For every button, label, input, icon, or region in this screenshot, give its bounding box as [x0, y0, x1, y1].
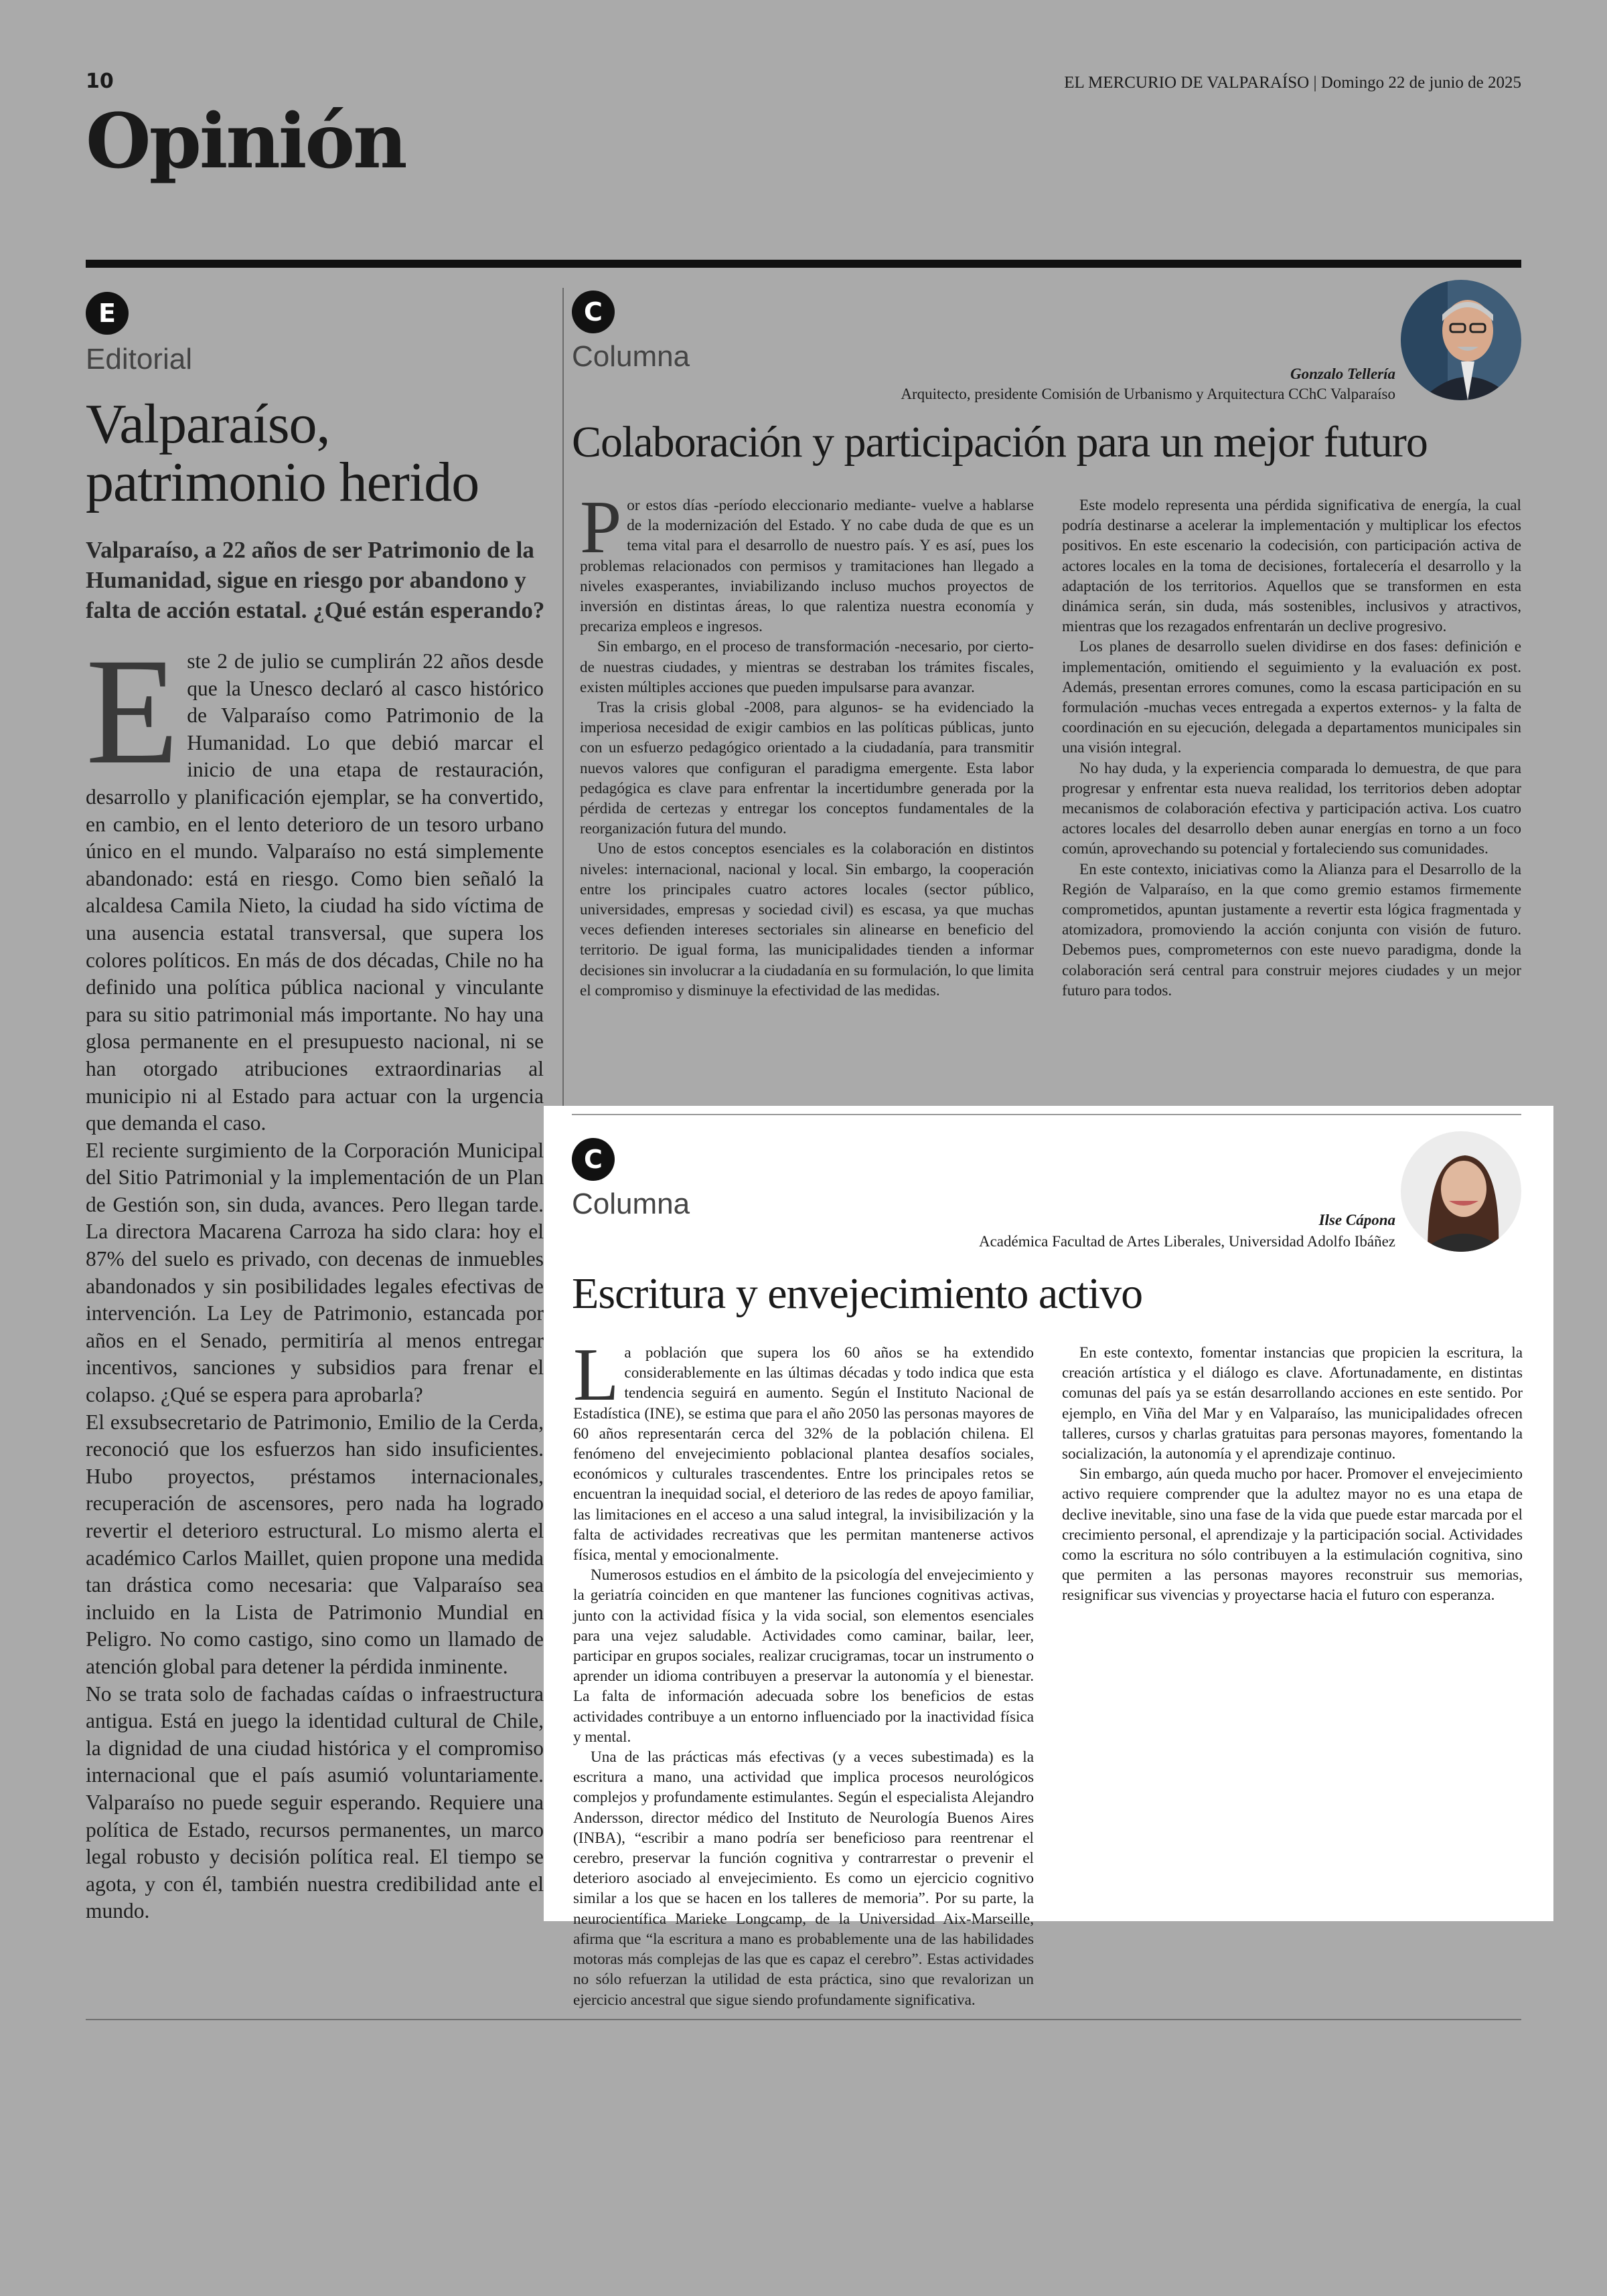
column1-author: Gonzalo Tellería: [1290, 365, 1395, 382]
running-head: EL MERCURIO DE VALPARAÍSO | Domingo 22 de junio de 2025: [1064, 74, 1521, 92]
column2-paragraph: a población que supera los 60 años se ha extendido considerablemente en las últimas décadas y todo indica que esta tendencia seguirá en aumento. Según el Instituto Nacional de Estadística (INE), se estima que para el año 2050 las personas mayores de 60 años representarán cerca del 32% de la población chilena. El fenómeno del envejecimiento poblacional plantea desafíos sociales, económicos y culturales trascendentes. Entre los principales retos se encuentran la inequidad social, el deterioro de las redes de apoyo familiar, las limitaciones en el acceso a una salud integral, la invisibilización y la falta de actividades recreativas que les permitan mantenerse activos física, mental y emocionalmente.: [573, 1344, 1034, 1564]
author-portrait-icon: [1401, 1131, 1521, 1252]
column2-paragraph: Numerosos estudios en el ámbito de la psicología del envejecimiento y la geriatría coinciden en que mantener las funciones cognitivas activas, junto con la actividad física y la vida social, son elementos esenciales para una vejez saludable. Actividades como caminar, bailar, leer, participar en grupos sociales, realizar crucigramas, tocar un instrumento o aprender un idioma contribuyen a preservar la autonomía y el bienestar. La falta de información adecuada sobre los beneficios de estas actividades contribuye a un entorno influenciado por la inactividad física y mental.: [573, 1566, 1034, 1746]
column2-paragraph: Sin embargo, aún queda mucho por hacer. Promover el envejecimiento activo requiere comprender que la adultez mayor no es una etapa de declive inevitable, sino una fase de la vida que puede estar marcada por el crecimiento personal, el aprendizaje y la participación social. Actividades como la escritura no sólo contribuyen a la estimulación cognitiva, sino que permiten a las personas mayores reconstruir sus memorias, resignificar sus vivencias y proyectarse hacia el futuro con esperanza.: [1062, 1465, 1523, 1605]
author-portrait-icon: [1401, 280, 1521, 400]
column2-headline: Escritura y envejecimiento activo: [572, 1269, 1143, 1318]
column1-body-left: [580, 486, 1034, 1001]
column1-badge: C: [572, 291, 615, 333]
column2-body-left: [573, 1333, 1034, 2010]
bottom-rule: [86, 2019, 1521, 2020]
column2-badge: C: [572, 1138, 615, 1181]
column1-kicker: Columna: [572, 340, 690, 373]
editorial-paragraph: El exsubsecretario de Patrimonio, Emilio de la Cerda, reconoció que los esfuerzos han sido insuficientes. Hubo proyectos, préstamos internacionales, recuperación de ascensores, pero nada ha logrado revertir el deterioro estructural. Lo mismo alerta el académico Carlos Maillet, quien propone una medida tan drástica como necesaria: que Valparaíso sea incluido en la Lista de Patrimonio Mundial en Peligro. No como castigo, sino como un llamado de atención global para detener la pérdida inminente.: [86, 1410, 544, 1678]
author-photo-gonzalo: [1401, 280, 1521, 400]
editorial-deck: Valparaíso, a 22 años de ser Patrimonio de la Humanidad, sigue en riesgo por abandono y falta de acción estatal. ¿Qué están esperando?: [86, 537, 545, 623]
column1-paragraph: or estos días -período eleccionario mediante- vuelve a hablarse de la modernización del Estado. Y no cabe duda de que es un tema vital para el desarrollo de nuestro país. Y es así, pues los problemas relacionados con permisos y tramitaciones han llegado a niveles exasperantes, inviabilizando incluso muchos proyectos de inversión en distintas áreas, lo que ralentiza nuestra economía y precariza empleos e ingresos.: [580, 497, 1034, 636]
column1-paragraph: Los planes de desarrollo suelen dividirse en dos fases: definición e implementación, omitiendo el seguimiento y la evaluación ex post. Además, presentan errores comunes, como la escasa participación en su formulación -muchas veces entregada a expertos externos- y la falta de coordinación en su ejecución, delegada a departamentos municipales sin una visión integral.: [1062, 638, 1521, 757]
column1-paragraph: Tras la crisis global -2008, para algunos- se ha evidenciado la imperiosa necesidad de exigir cambios en las políticas públicas, junto con un esfuerzo pedagógico orientado a la ciudadanía, para transmitir nuevos valores que configuran el paradigma emergente. Esta labor pedagógica es clave para enfrentar la incertidumbre generada por la pérdida de certezas y entregar los conceptos fundamentales de la reorganización futura del mundo.: [580, 699, 1034, 838]
column1-body-right: [1062, 495, 1521, 1001]
column1-author-role: Arquitecto, presidente Comisión de Urbanismo y Arquitectura CChC Valparaíso: [901, 386, 1395, 402]
column2-kicker: Columna: [572, 1187, 690, 1220]
editorial-paragraph: El reciente surgimiento de la Corporación Municipal del Sitio Patrimonial y la implementación de un Plan de Gestión son, sin duda, avances. Pero llegan tarde. La directora Macarena Carroza ha sido clara: hoy el 87% del suelo es privado, con decenas de inmuebles abandonados y sin posibilidades legales efectivas de intervención. La Ley de Patrimonio, estancada por años en el Senado, permitiría al menos entregar incentivos, sanciones y subsidios para frenar el colapso. ¿Qué se espera para aprobarla?: [86, 1138, 544, 1407]
column1-paragraph: Este modelo representa una pérdida significativa de energía, la cual podría destinarse a acelerar la implementación y multiplicar los efectos positivos. En este escenario la codecisión, con participación activa de actores locales en la toma de decisiones, fortalecería el desarrollo y la adaptación de los territorios. Aquellos que se transformen en esta dinámica serán, sin duda, más sostenibles, inclusivos y atractivos, mientras que los rezagados enfrentarán un declive progresivo.: [1062, 497, 1521, 636]
column1-paragraph: Uno de estos conceptos esenciales es la colaboración en distintos niveles: internacional, nacional y local. Sin embargo, la cooperación entre los principales cuatro actores locales (sector público, universidades, empresas y sociedad civil) es escasa, ya que muchas veces defienden intereses sectoriales sin alinearse en beneficio del territorio. De igual forma, las municipalidades tienden a informar decisiones sin involucrar a la ciudadanía en su formulación, lo que limita el compromiso y disminuye la efectividad de las medidas.: [580, 840, 1034, 999]
section-title: Opinión: [86, 98, 406, 185]
column2-paragraph: Una de las prácticas más efectivas (y a veces subestimada) es la escritura a mano, una actividad que implica procesos neurológicos complejos y profundamente estimulantes. Según el especialista Alejandro Andersson, director médico del Instituto de Neurología Buenos Aires (INBA), “escribir a mano podría ser beneficioso para reentrenar el cerebro, preservar la función cognitiva y contrarrestar o prevenir el deterioro asociado al envejecimiento. Es como un ejercicio cognitivo similar a los que se hacen en los talleres de memoria”. Por su parte, la neurocientífica Marieke Longcamp, de la Universidad Aix-Marseille, afirma que “la escritura a mano es probablemente una de las habilidades motoras más complejas de las que es capaz el cerebro”. Estas actividades no sólo refuerzan la utilidad de esta práctica, sino que revalorizan un ejercicio ancestral que sigue siendo profundamente significativa.: [573, 1748, 1034, 2009]
column1-headline: Colaboración y participación para un mejor futuro: [572, 418, 1428, 467]
column2-author: Ilse Cápona: [1318, 1212, 1395, 1228]
column1-paragraph: No hay duda, y la experiencia comparada lo demuestra, de que para progresar y enfrentar esta nueva realidad, los territorios deben adoptar mecanismos de colaboración efectiva y participación activa. Los cuatro actores locales del desarrollo deben aunar energías en torno a un foco común, aprovechando su potencial y fortaleciendo sus comunidades.: [1062, 759, 1521, 858]
column2-body-right: [1062, 1343, 1523, 1606]
editorial-kicker: Editorial: [86, 343, 192, 376]
column1-dropcap: P: [580, 486, 622, 569]
editorial-paragraph: ste 2 de julio se cumplirán 22 años desde que la Unesco declaró al casco histórico de Valparaíso como Patrimonio de la Humanidad. Lo que debió marcar el inicio de una etapa de restauración, desarrollo y planificación ejemplar, se ha convertido, en cambio, en el lento deterioro de un tesoro urbano único en el mundo. Valparaíso no está simplemente abandonado: está en riesgo. Como bien señaló la alcaldesa Camila Nieto, la ciudad ha sido víctima de una ausencia estatal transversal, que supera los colores políticos. En más de dos décadas, Chile no ha definido una política pública nacional y vinculante para su sitio patrimonial más importante. No hay una glosa permanente en el presupuesto nacional, ni se han otorgado atribuciones extraordinarias al municipio ni al Estado para actuar con la urgencia que demanda el caso.: [86, 649, 544, 1135]
page-number: 10: [86, 70, 114, 93]
editorial-badge: E: [86, 292, 129, 335]
editorial-headline: Valparaíso, patrimonio herido: [86, 393, 479, 514]
editorial-paragraph: No se trata solo de fachadas caídas o infraestructura antigua. Está en juego la identidad cultural de Chile, la dignidad de una ciudad histórica y el compromiso internacional que el país asumió voluntariamente. Valparaíso no puede seguir esperando. Requiere una política de Estado, recursos permanentes, un marco legal robusto y decisión política real. El tiempo se agota, y con él, también nuestra credibilidad ante el mundo.: [86, 1682, 544, 1923]
column1-paragraph: Sin embargo, en el proceso de transformación -necesario, por cierto- de nuestras ciudades, y mientras se destraban los trámites fiscales, existen múltiples acciones que pueden impulsarse para avanzar.: [580, 638, 1034, 696]
column1-paragraph: En este contexto, iniciativas como la Alianza para el Desarrollo de la Región de Valparaíso, en la que como gremio estamos firmemente comprometidos, apuntan justamente a revertir esta lógica fragmentada y atomizadora, promoviendo la acción conjunta con visión de futuro. Debemos pues, comprometernos con este nuevo paradigma, donde la colaboración será central para construir mejores ciudades y un mejor futuro para todos.: [1062, 860, 1521, 999]
author-photo-ilse: [1401, 1131, 1521, 1252]
column2-paragraph: En este contexto, fomentar instancias que propicien la escritura, la creación artística y el diálogo es clave. Afortunadamente, en distintas comunas del país ya se están desarrollando acciones en este sentido. Por ejemplo, en Viña del Mar y en Valparaíso, las municipalidades ofrecen talleres, cursos y charlas gratuitas para personas mayores, fomentando la socialización, la autonomía y el aprendizaje continuo.: [1062, 1344, 1523, 1463]
column2-author-role: Académica Facultad de Artes Liberales, Universidad Adolfo Ibáñez: [978, 1233, 1395, 1250]
top-rule: [86, 260, 1521, 268]
editorial-dropcap: E: [86, 627, 179, 796]
editorial-body: [86, 627, 544, 1925]
column2-dropcap: L: [573, 1333, 619, 1416]
column2-top-rule: [572, 1114, 1521, 1115]
